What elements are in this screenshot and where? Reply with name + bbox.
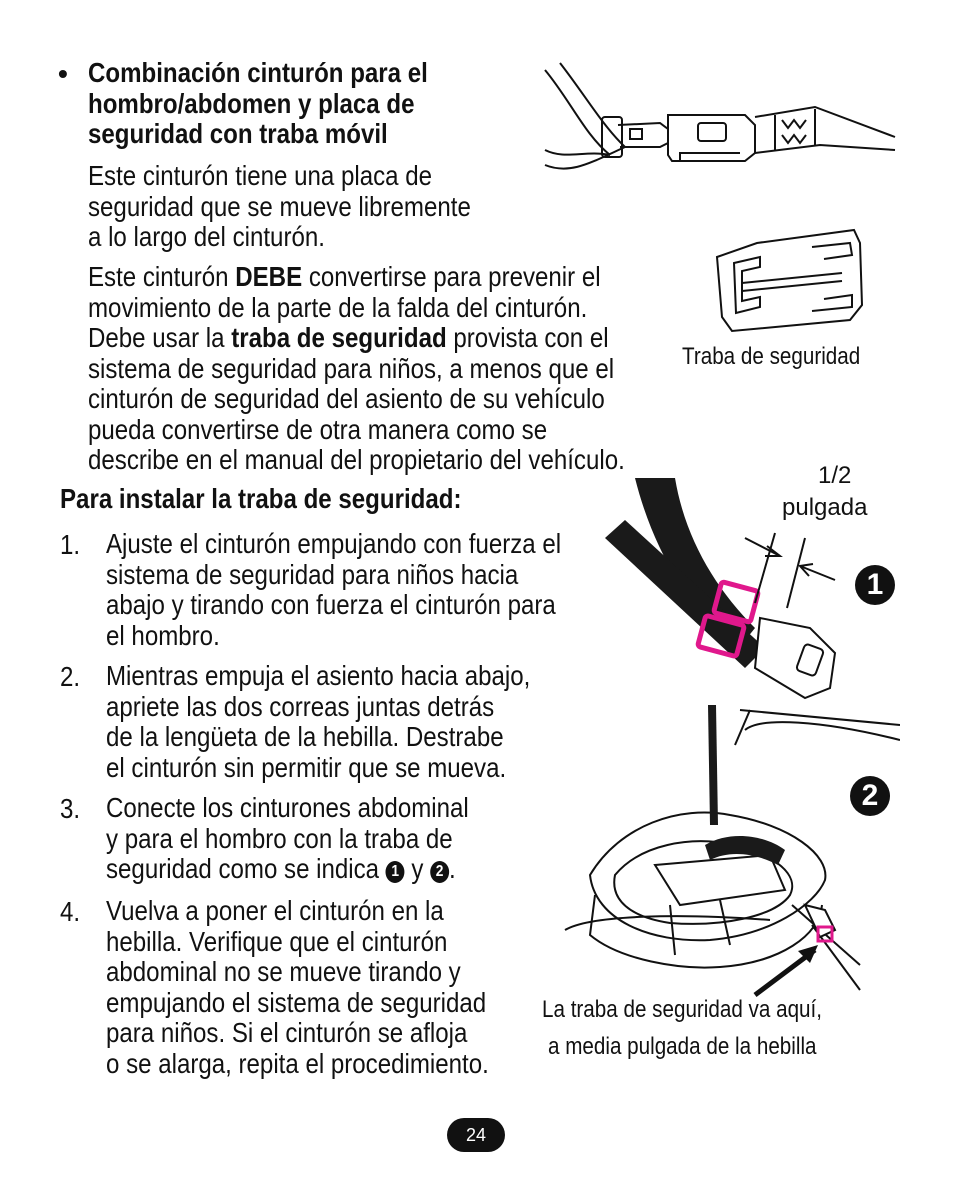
step-number: 4.: [60, 896, 81, 927]
text-line: el hombro.: [106, 619, 220, 651]
text-line: o se alarga, repita el procedimiento.: [106, 1047, 489, 1079]
text-line: abdominal no se mueve tirando y: [106, 956, 461, 987]
text-line: para niños. Si el cinturón se afloja: [106, 1017, 468, 1048]
step-number: 3.: [60, 793, 81, 824]
locking-clip-illustration: [712, 225, 872, 335]
section-title: [88, 58, 483, 150]
bullet: •: [58, 58, 68, 89]
text-span: seguridad como se indica: [106, 853, 386, 884]
section-title-line: seguridad con traba móvil: [88, 118, 388, 149]
text-line: cinturón de seguridad del asiento de su vehículo: [88, 383, 605, 414]
text-line: pueda convertirse de otra manera como se: [88, 413, 548, 445]
bottom-caption-line: a media pulgada de la hebilla: [548, 1033, 817, 1060]
section-title-line: hombro/abdomen y placa de: [88, 87, 415, 119]
text-line: movimiento de la parte de la falda del cinturón.: [88, 291, 588, 323]
text-line: de la lengüeta de la hebilla. Destrabe: [106, 721, 504, 752]
figure-2-illustration: [560, 705, 900, 1005]
text-line: el cinturón sin permitir que se mueva.: [106, 751, 507, 783]
paragraph-must-convert: [88, 262, 712, 476]
text-line: Ajuste el cinturón empujando con fuerza el: [106, 528, 562, 559]
text-line: Este cinturón tiene una placa de: [88, 160, 433, 191]
text-line: abajo y tirando con fuerza el cinturón para: [106, 589, 556, 620]
clip-caption: Traba de seguridad: [682, 343, 861, 370]
step-2-text: [106, 661, 599, 783]
text-line: empujando el sistema de seguridad: [106, 986, 487, 1018]
emphasis-locking-clip: traba de seguridad: [231, 322, 447, 353]
text-span: Este cinturón: [88, 261, 236, 292]
text-line: sistema de seguridad para niños hacia: [106, 558, 519, 590]
measure-unit: pulgada: [782, 494, 868, 521]
step-3-text: [106, 793, 528, 885]
text-line: apriete las dos correas juntas detrás: [106, 690, 495, 722]
text-line: hebilla. Verifique que el cinturón: [106, 925, 448, 957]
text-line: y para el hombro con la traba de: [106, 822, 453, 854]
text-line: a lo largo del cinturón.: [88, 221, 325, 252]
text-line: Vuelva a poner el cinturón en la: [106, 895, 444, 926]
text-line: Conecte los cinturones abdominal: [106, 792, 469, 823]
step-4-text: [106, 896, 551, 1079]
figure-1-illustration: [605, 478, 845, 708]
text-span: convertirse para prevenir el: [302, 261, 601, 292]
text-span: .: [449, 853, 456, 884]
step-number: 2.: [60, 661, 81, 692]
figure-2-marker-icon: 2: [430, 861, 449, 883]
emphasis-debe: DEBE: [235, 261, 303, 292]
figure-1-badge: 1: [855, 565, 895, 605]
paragraph-belt-description: [88, 161, 533, 253]
text-line: Mientras empuja el asiento hacia abajo,: [106, 660, 531, 691]
figure-1-marker-icon: 1: [386, 861, 405, 883]
text-line: sistema de seguridad para niños, a menos que el: [88, 352, 615, 384]
page-number: 24: [447, 1118, 505, 1152]
figure-2-badge: 2: [850, 776, 890, 816]
bottom-caption-line: La traba de seguridad va aquí,: [542, 996, 822, 1023]
step-number: 1.: [60, 529, 81, 560]
install-heading: [60, 484, 527, 515]
text-span: y: [404, 853, 431, 884]
text-span: provista con el: [446, 322, 609, 353]
text-line: seguridad que se mueve libremente: [88, 190, 471, 222]
install-heading-text: Para instalar la traba de seguridad:: [60, 483, 462, 514]
text-line: describe en el manual del propietario del vehículo.: [88, 444, 625, 475]
section-title-line: Combinación cinturón para el: [88, 57, 428, 88]
measure-value: 1/2: [818, 462, 852, 489]
belt-buckle-illustration: [540, 55, 900, 185]
step-1-text: [106, 529, 635, 651]
text-span: Debe usar la: [88, 322, 232, 353]
